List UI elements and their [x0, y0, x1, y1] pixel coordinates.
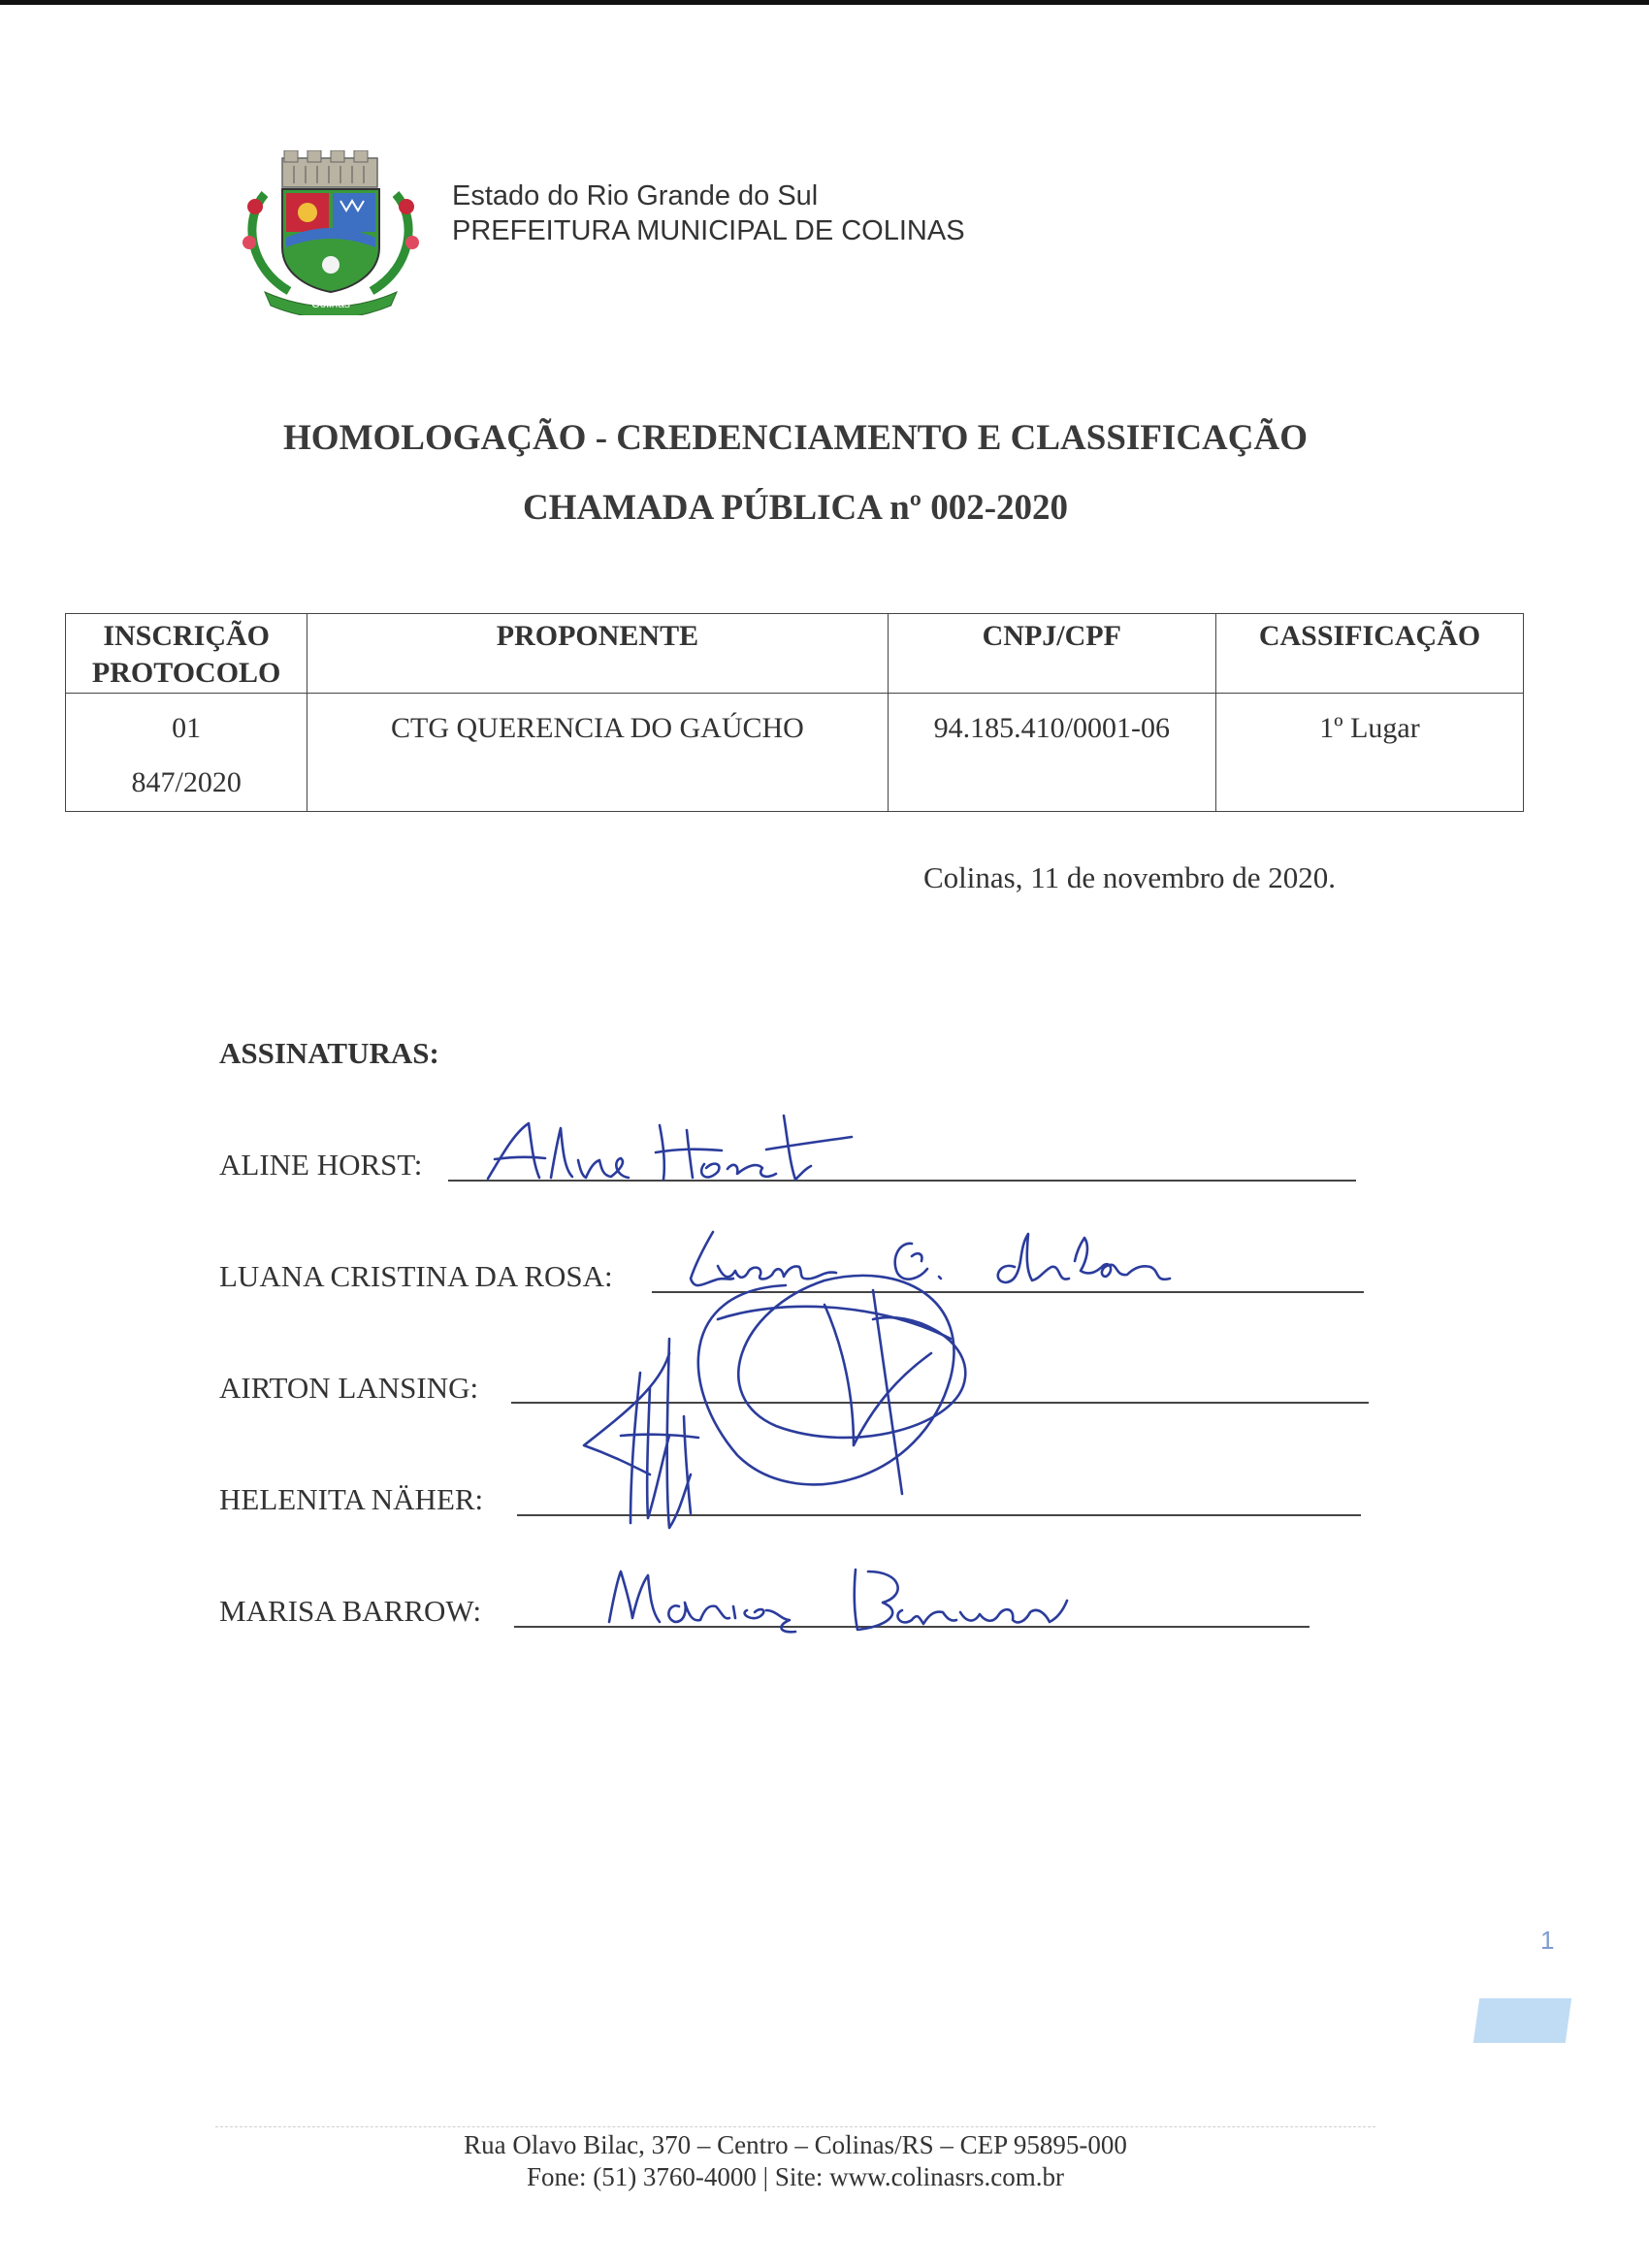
header-cnpj-cpf: CNPJ/CPF [888, 614, 1215, 694]
signer-label-luana-rosa: LUANA CRISTINA DA ROSA: [219, 1259, 613, 1293]
signer-label-helenita-naher: HELENITA NÄHER: [219, 1482, 484, 1516]
cell-protocolo: 847/2020 [131, 766, 242, 798]
signatures-heading: ASSINATURAS: [219, 1036, 439, 1070]
header-classificacao: CASSIFICAÇÃO [1216, 614, 1524, 694]
footer-divider [215, 2126, 1375, 2127]
signature-line-marisa-barrow [514, 1626, 1310, 1628]
place-and-date: Colinas, 11 de novembro de 2020. [923, 860, 1337, 894]
state-name: Estado do Rio Grande do Sul [452, 180, 819, 211]
document-subtitle: CHAMADA PÚBLICA nº 002-2020 [522, 488, 1069, 528]
header-inscricao-protocolo [66, 614, 307, 694]
scan-top-edge [0, 0, 1649, 5]
blue-stamp-mark [1473, 1998, 1571, 2043]
signature-marisa-barrow [609, 1570, 1067, 1632]
header-inscricao: INSCRIÇÃO [103, 620, 271, 652]
municipality-name: PREFEITURA MUNICIPAL DE COLINAS [452, 215, 965, 246]
cell-proponente: CTG QUERENCIA DO GAÚCHO [307, 694, 888, 812]
signature-luana-rosa [691, 1232, 1170, 1285]
signer-label-marisa-barrow: MARISA BARROW: [219, 1594, 482, 1628]
document-title: HOMOLOGAÇÃO - CREDENCIAMENTO E CLASSIFICAÇÃO [283, 418, 1308, 458]
signature-line-aline-horst [448, 1180, 1356, 1182]
signer-label-aline-horst: ALINE HORST: [219, 1148, 423, 1182]
table-row [66, 694, 1524, 812]
footer-address: Rua Olavo Bilac, 370 – Centro – Colinas/RS – CEP 95895-000 [464, 2130, 1127, 2159]
signature-line-helenita-naher [517, 1514, 1361, 1516]
header-proponente: PROPONENTE [307, 614, 888, 694]
classification-table [65, 613, 1524, 812]
cell-inscricao-protocolo [66, 694, 307, 812]
table-header-row [66, 614, 1524, 694]
crest-banner-text: Colinas [310, 297, 351, 310]
cell-classificacao: 1º Lugar [1216, 694, 1524, 812]
footer-contact: Fone: (51) 3760-4000 | Site: www.colinasrs.com.br [526, 2162, 1065, 2191]
header-protocolo: PROTOCOLO [91, 657, 281, 689]
cell-cnpj-cpf: 94.185.410/0001-06 [888, 694, 1215, 812]
cell-inscricao: 01 [172, 712, 202, 744]
signature-line-luana-rosa [652, 1291, 1364, 1293]
municipal-crest-logo [236, 150, 425, 315]
signature-line-airton-lansing [511, 1402, 1369, 1404]
page-number: 1 [1540, 1926, 1555, 1955]
signature-aline-horst [488, 1116, 852, 1180]
signer-label-airton-lansing: AIRTON LANSING: [219, 1371, 479, 1405]
